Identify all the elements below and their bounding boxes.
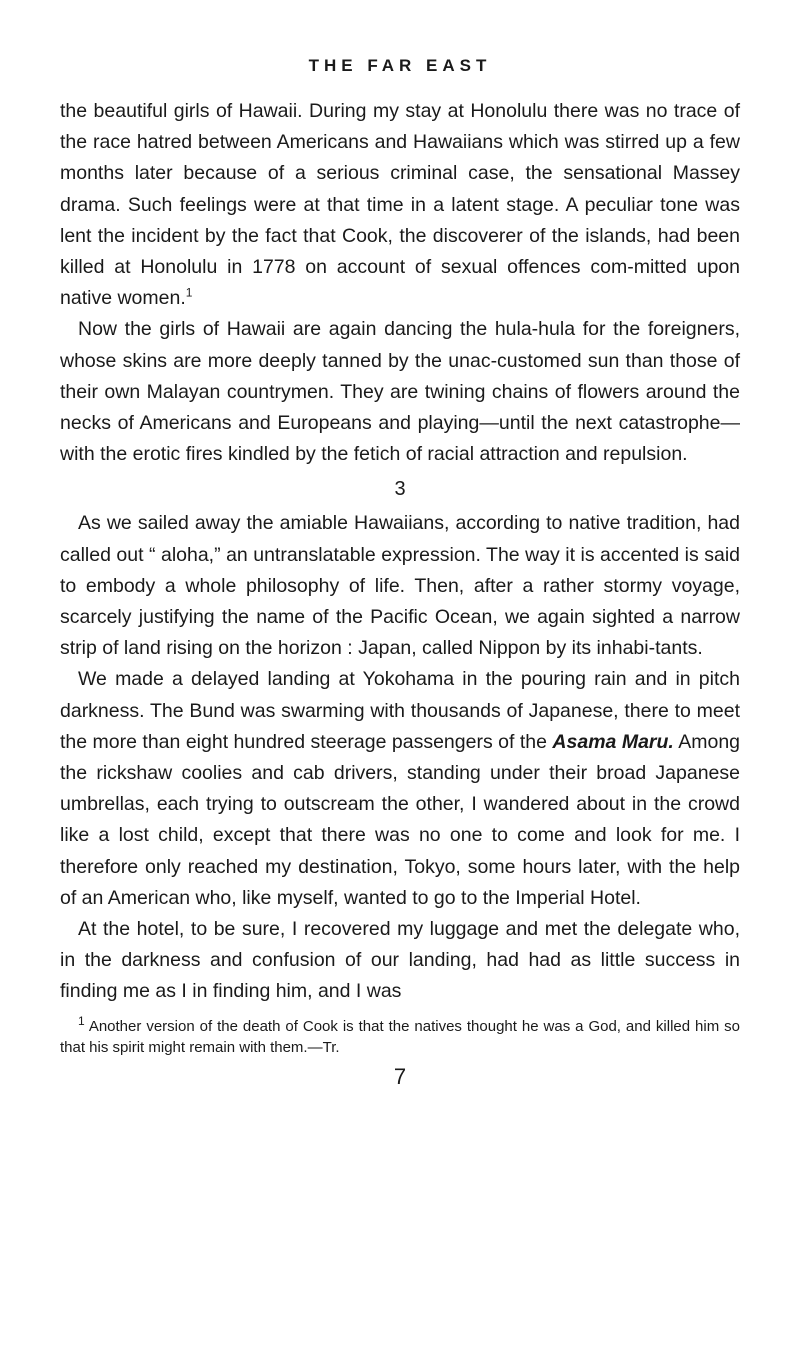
paragraph-3: As we sailed away the amiable Hawaiians, according to native tradition, had called out “ aloha,” an untranslatable expression. The way it is accented is said to embody a whole philosophy of life. Then, after a rather stormy voyage, scarcely justifying the name of the Pacific Ocean, we again sighted a narrow strip of land rising on the horizon : Japan, called Nippon by its inhabi-tants. [60,512,740,660]
paragraph-4-before: We made a delayed landing at Yokohama in the pouring rain and in pitch darkness. The Bund was swarming with thousands of Japanese, there to meet the more than eight hundred steerage passengers of the [60,668,740,753]
footnote-mark: 1 [78,1013,85,1028]
paragraph-2: Now the girls of Hawaii are again dancing the hula-hula for the foreigners, whose skins are more deeply tanned by the unac-customed sun than those of their own Malayan countrymen. They are twining chains of flowers around the necks of Americans and Europeans and playing—until the next catastrophe—with the erotic fires kindled by the fetich of racial attraction and repulsion. [60,318,740,466]
paragraph-4 [60,664,740,914]
page-number: 7 [393,1063,407,1089]
running-head: THE FAR EAST [308,56,492,75]
body-text [60,96,740,1008]
footnote-text: Another version of the death of Cook is that the natives thought he was a God, and killed him so that his spirit might remain with them.—Tr. [60,1017,741,1056]
footnote-reference: 1 [185,285,193,300]
paragraph-1-text: the beautiful girls of Hawaii. During my stay at Honolulu there was no trace of the race hatred between Americans and Hawaiians which was stirred up a few months later because of a serious criminal case, the sensational Massey drama. Such feelings were at that time in a latent stage. A peculiar tone was lent the incident by the fact that Cook, the discoverer of the islands, had been killed at Honolulu in 1778 on account of sexual offences com-mitted upon native women. [60,100,740,310]
book-page [60,56,740,1090]
section-number: 3 [394,478,406,501]
ship-name: Asama Maru. [552,730,674,753]
footnote [60,1013,741,1058]
paragraph-4-after: Among the rickshaw coolies and cab drivers, standing under their broad Japanese umbrellas, each trying to outscream the other, I wandered about in the crowd like a lost child, except that there was no one to come and look for me. I therefore only reached my destination, Tokyo, some hours later, with the help of an American who, like myself, wanted to go to the Imperial Hotel. [60,730,741,909]
paragraph-1 [60,96,740,314]
paragraph-5: At the hotel, to be sure, I recovered my luggage and met the delegate who, in the darkness and confusion of our landing, had had as little success in finding me as I in finding him, and I was [60,918,740,1003]
